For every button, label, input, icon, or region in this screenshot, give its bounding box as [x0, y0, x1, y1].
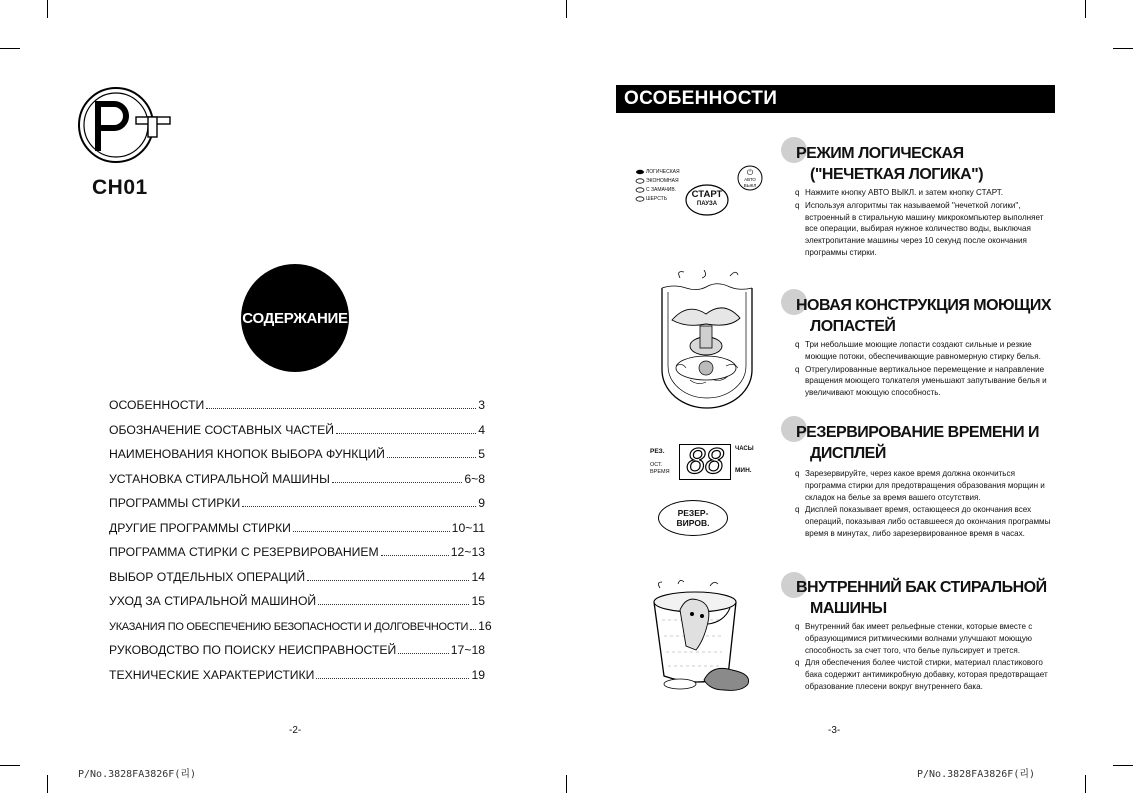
bullet-item: q Отрегулированные вертикальное перемещение и направление вращения моющего толкателя уменьшают запутывание белья и увеличивают моющую способность.: [795, 364, 1047, 398]
toc-entry[interactable]: [109, 472, 485, 497]
bullet-item: q Для обеспечения более чистой стирки, материал пластикового бака содержит антимикробную добавку, которая предотвращает образование плесени вокруг внутреннего бака.: [795, 658, 1048, 691]
toc-page: 6~8: [464, 471, 485, 486]
toc-entry[interactable]: [109, 668, 485, 693]
crop-mark: [0, 48, 20, 49]
toc-page: 12~13: [450, 545, 485, 559]
program-label: ЭКОНОМНАЯ: [646, 178, 679, 184]
program-label: ЛОГИЧЕСКАЯ: [646, 169, 680, 175]
toc-title: ДРУГИЕ ПРОГРАММЫ СТИРКИ: [109, 520, 291, 535]
start-label: СТАРТ: [691, 189, 723, 200]
toc-page: 3: [478, 398, 485, 412]
toc-title: ПРОГРАММЫ СТИРКИ: [109, 496, 241, 510]
bullet-item: q Внутренний бак имеет рельефные стенки, которые вместе с образующимися ритмическими волнами улучшают моющую способность за счет того, что белье пульсирует и трется.: [795, 622, 1033, 655]
reserve-button[interactable]: РЕЗЕР- ВИРОВ.: [658, 500, 728, 536]
bullet-item: q Нажмите кнопку АВТО ВЫКЛ. и затем кнопку СТАРТ.: [795, 188, 1004, 197]
table-of-contents: [109, 398, 492, 692]
section-title: НОВАЯ КОНСТРУКЦИЯ МОЮЩИХ ЛОПАСТЕЙ: [796, 297, 1052, 335]
part-number-left: P/No.3828FA3826F(리): [78, 769, 197, 780]
program-label: ШЕРСТЬ: [646, 196, 667, 202]
toc-title: ОСОБЕННОСТИ: [109, 398, 205, 412]
section-bullets: [795, 339, 1057, 400]
bullet-item: q Дисплей показывает время, остающееся до окончания всех операций, показывая либо оставшееся до окончания программы время в минутах, либо зарезервированное время в часах.: [795, 505, 1051, 538]
section-title: ВНУТРЕННИЙ БАК СТИРАЛЬНОЙ МАШИНЫ: [796, 579, 1047, 617]
toc-title: РУКОВОДСТВО ПО ПОИСКУ НЕИСПРАВНОСТЕЙ: [109, 643, 397, 657]
auto-off-label: АВТО ВЫКЛ: [743, 177, 757, 188]
contents-heading-badge: [241, 264, 349, 372]
crop-mark: [47, 775, 48, 793]
toc-page: 4: [478, 422, 485, 437]
toc-page: 10~11: [451, 520, 485, 535]
seven-segment-digits: 88: [679, 444, 731, 480]
section-title: РЕЖИМ ЛОГИЧЕСКАЯ ("НЕЧЕТКАЯ ЛОГИКА"): [796, 145, 984, 183]
section-title: РЕЗЕРВИРОВАНИЕ ВРЕМЕНИ И ДИСПЛЕЙ: [796, 424, 1040, 462]
remaining-time-label: ОСТ. ВРЕМЯ: [650, 462, 670, 475]
toc-entry[interactable]: [109, 521, 485, 546]
power-icon: ⏻: [746, 168, 754, 177]
toc-page: 19: [471, 667, 485, 682]
toc-entry[interactable]: [109, 423, 485, 448]
toc-title: ПРОГРАММА СТИРКИ С РЕЗЕРВИРОВАНИЕМ: [109, 545, 379, 559]
crop-mark: [1113, 48, 1133, 49]
contents-heading: СОДЕРЖАНИЕ: [242, 309, 348, 327]
toc-title: УХОД ЗА СТИРАЛЬНОЙ МАШИНОЙ: [109, 594, 317, 608]
section-bullets: [795, 468, 1057, 541]
toc-page: 17~18: [450, 643, 485, 657]
toc-entry[interactable]: [109, 643, 485, 668]
toc-title: ТЕХНИЧЕСКИЕ ХАРАКТЕРИСТИКИ: [109, 667, 315, 682]
crop-mark: [1085, 775, 1086, 793]
start-pause-button[interactable]: [686, 190, 728, 208]
control-panel-illustration: [634, 164, 774, 220]
program-label: С ЗАМАЧИВ.: [646, 187, 677, 193]
page-number-right: -3-: [828, 725, 841, 736]
section-bullets: [795, 621, 1057, 694]
toc-entry[interactable]: [109, 594, 485, 619]
pulsator-drum-illustration: [654, 270, 760, 415]
toc-page: 15: [471, 594, 485, 608]
timer-display-illustration: [650, 440, 760, 540]
bullet-item: q Три небольшие моющие лопасти создают сильные и резкие моющие потоки, обеспечивающие равномерную стирку белья.: [795, 340, 1041, 361]
toc-title: УСТАНОВКА СТИРАЛЬНОЙ МАШИНЫ: [109, 471, 330, 486]
section-bullets: [795, 187, 1057, 260]
part-number-right: P/No.3828FA3826F(리): [917, 769, 1036, 780]
toc-entry[interactable]: [109, 618, 492, 644]
toc-page: 16: [478, 618, 492, 633]
reserve-indicator: РЕЗ.: [650, 448, 665, 455]
minutes-label: МИН.: [735, 467, 752, 474]
toc-page: 9: [478, 496, 485, 510]
model-code: CH01: [92, 176, 148, 199]
rst-certification-logo: [76, 86, 176, 164]
toc-entry[interactable]: [109, 447, 485, 472]
toc-title: УКАЗАНИЯ ПО ОБЕСПЕЧЕНИЮ БЕЗОПАСНОСТИ И ДОЛГОВЕЧНОСТИ: [109, 620, 469, 633]
toc-page: 14: [471, 569, 485, 584]
toc-page: 5: [478, 447, 485, 461]
toc-entry[interactable]: [109, 570, 485, 595]
crop-mark: [0, 765, 20, 766]
crop-mark: [566, 775, 567, 793]
crop-mark: [1113, 765, 1133, 766]
toc-title: ВЫБОР ОТДЕЛЬНЫХ ОПЕРАЦИЙ: [109, 569, 306, 584]
pause-label: ПАУЗА: [696, 201, 718, 207]
hours-label: ЧАСЫ: [735, 446, 754, 452]
bullet-item: q Используя алгоритмы так называемой "нечеткой логики", встроенный в стиральную машину микрокомпьютер выполняет все операции, выбирая нужное количество воды, выключая электропитание машины через 10 секунд после окончания программы стирки.: [795, 200, 1044, 257]
bullet-item: q Зарезервируйте, через какое время должна окончиться программа стирки для предотвращения образования морщин и складок на белье за время вашего отсутствия.: [795, 469, 1045, 502]
features-banner: ОСОБЕННОСТИ: [616, 85, 1055, 113]
toc-title: ОБОЗНАЧЕНИЕ СОСТАВНЫХ ЧАСТЕЙ: [109, 422, 335, 437]
toc-entry[interactable]: [109, 496, 485, 521]
crop-mark: [1085, 0, 1086, 18]
inner-tub-illustration: [640, 580, 760, 700]
toc-title: НАИМЕНОВАНИЯ КНОПОК ВЫБОРА ФУНКЦИЙ: [109, 447, 385, 461]
crop-mark: [47, 0, 48, 18]
page-number-left: -2-: [289, 725, 302, 736]
toc-entry[interactable]: [109, 545, 485, 570]
toc-entry[interactable]: [109, 398, 485, 423]
program-list: [646, 168, 680, 204]
auto-off-button[interactable]: [738, 168, 762, 189]
crop-mark: [566, 0, 567, 18]
